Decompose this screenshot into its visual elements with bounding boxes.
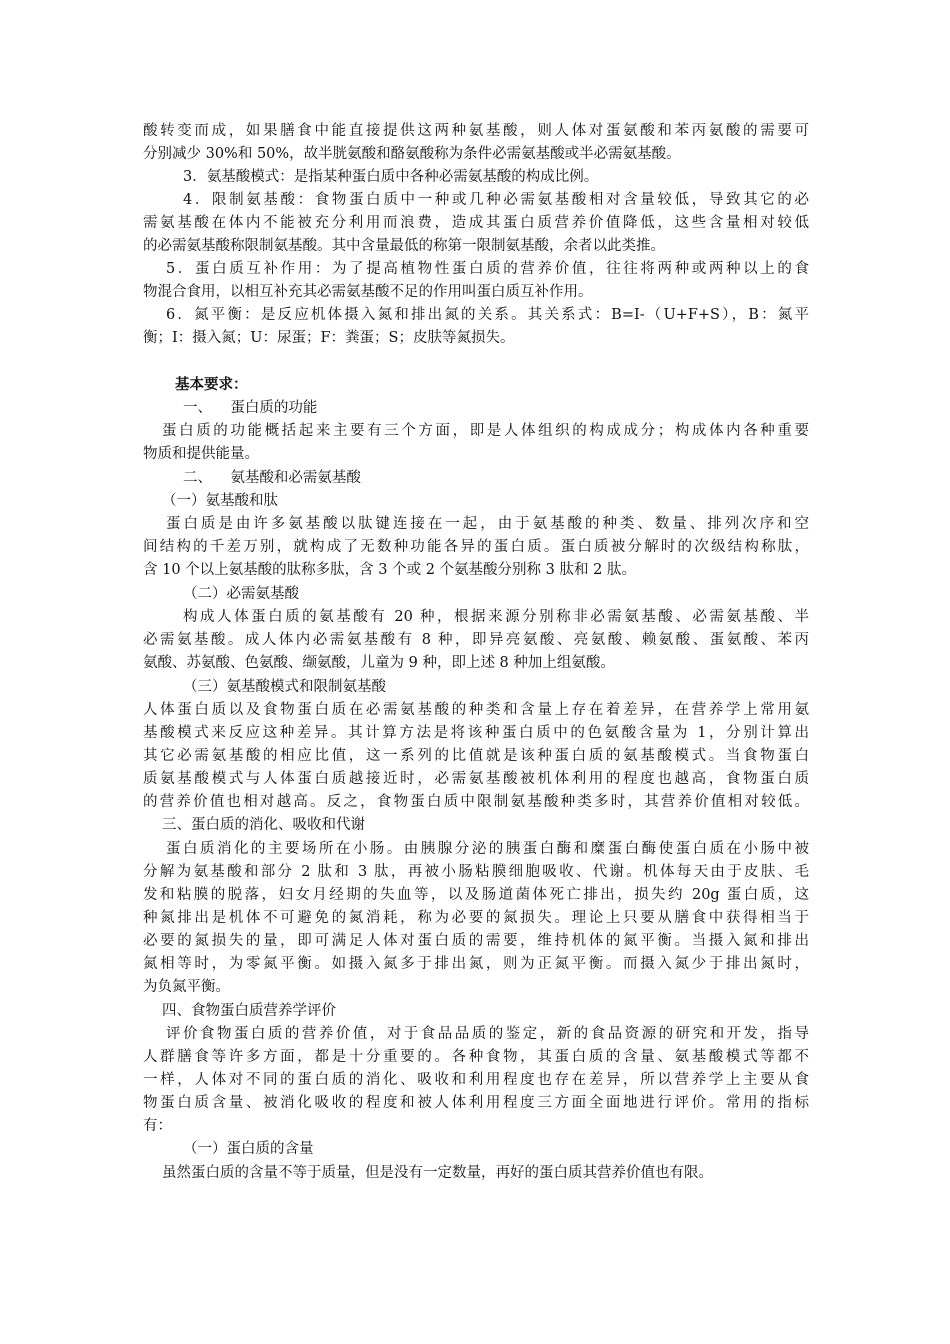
paragraph-line: 间结构的千差万别，就构成了无数种功能各异的蛋白质。蛋白质被分解时的次级结构称肽，	[143, 539, 809, 555]
section-heading-basic-requirements: 基本要求：	[175, 376, 248, 393]
paragraph-line: 种氮排出是机体不可避免的氮消耗，称为必要的氮损失。理论上只要从膳食中获得相当于	[143, 910, 809, 926]
paragraph-line: 虽然蛋白质的含量不等于质量，但是没有一定数量，再好的蛋白质其营养价值也有限。	[162, 1165, 713, 1181]
definition-item-4: 4．限制氨基酸：食物蛋白质中一种或几种必需氨基酸相对含量较低，导致其它的必	[183, 192, 809, 208]
paragraph-line: 物蛋白质含量、被消化吸收的程度和被人体利用程度三方面全面地进行评价。常用的指标	[143, 1095, 809, 1111]
paragraph-line: 衡；I：摄入氮；U：尿蛋；F：粪蛋；S；皮肤等氮损失。	[143, 330, 515, 346]
paragraph-line: 有：	[143, 1118, 172, 1134]
paragraph-line: 物混合食用，以相互补充其必需氨基酸不足的作用叫蛋白质互补作用。	[143, 284, 593, 300]
paragraph-line: 其它必需氨基酸的相应比值，这一系列的比值就是该种蛋白质的氨基酸模式。当食物蛋白	[143, 748, 809, 764]
paragraph-line: 为负氮平衡。	[143, 979, 230, 995]
paragraph-line: 物质和提供能量。	[143, 446, 259, 462]
paragraph-line: 酸转变而成，如果膳食中能直接提供这两种氨基酸，则人体对蛋氨酸和苯丙氨酸的需要可	[143, 123, 809, 139]
subheading-protein-content: （一）蛋白质的含量	[183, 1141, 314, 1157]
paragraph-line: 氨酸、苏氨酸、色氨酸、缬氨酸，儿童为 9 种，即上述 8 种加上组氨酸。	[143, 655, 615, 671]
paragraph-line: 蛋白质是由许多氨基酸以肽键连接在一起，由于氨基酸的种类、数量、排列次序和空	[166, 516, 809, 532]
paragraph-line: 人体蛋白质以及食物蛋白质在必需氨基酸的种类和含量上存在着差异，在营养学上常用氨	[143, 702, 809, 718]
paragraph-line: 必要的氮损失的量，即可满足人体对蛋白质的需要，维持机体的氮平衡。当摄入氮和排出	[143, 933, 809, 949]
subheading-essential-amino-acids: （二）必需氨基酸	[183, 586, 299, 602]
paragraph-line: 人群膳食等许多方面，都是十分重要的。各种食物，其蛋白质的含量、氨基酸模式等都不	[143, 1049, 809, 1065]
paragraph-line: 基酸模式来反应这种差异。其计算方法是将该种蛋白质中的色氨酸含量为 1，分别计算出	[143, 725, 809, 741]
paragraph-line: 必需氨基酸。成人体内必需氨基酸有 8 种，即异亮氨酸、亮氨酸、赖氨酸、蛋氨酸、苯丙	[143, 632, 809, 648]
paragraph-line: 发和粘膜的脱落，妇女月经期的失血等，以及肠道菌体死亡排出，损失约 20g 蛋白质，这	[143, 887, 809, 903]
heading-protein-function: 一、 蛋白质的功能	[183, 400, 318, 416]
paragraph-line: 构成人体蛋白质的氨基酸有 20 种，根据来源分别称非必需氨基酸、必需氨基酸、半	[183, 609, 809, 625]
paragraph-line: 蛋白质消化的主要场所在小肠。由胰腺分泌的胰蛋白酶和糜蛋白酶使蛋白质在小肠中被	[166, 841, 809, 857]
paragraph-line: 评价食物蛋白质的营养价值，对于食品品质的鉴定，新的食品资源的研究和开发，指导	[166, 1026, 809, 1042]
heading-digestion: 三、蛋白质的消化、吸收和代谢	[162, 817, 365, 833]
definition-item-3: 3．氨基酸模式：是指某种蛋白质中各种必需氨基酸的构成比例。	[183, 169, 599, 185]
paragraph-line: 的必需氨基酸称限制氨基酸。其中含量最低的称第一限制氨基酸，余者以此类推。	[143, 238, 665, 254]
definition-item-5: 5．蛋白质互补作用：为了提高植物性蛋白质的营养价值，往往将两种或两种以上的食	[166, 261, 809, 277]
subheading-amino-acids-peptides: （一）氨基酸和肽	[162, 493, 278, 509]
paragraph-line: 的营养价值也相对越高。反之，食物蛋白质中限制氨基酸种类多时，其营养价值相对较低。	[143, 794, 809, 810]
subheading-amino-acid-pattern: （三）氨基酸模式和限制氨基酸	[183, 679, 386, 695]
paragraph-line: 分别减少 30%和 50%，故半胱氨酸和酪氨酸称为条件必需氨基酸或半必需氨基酸。	[143, 146, 681, 162]
heading-evaluation: 四、食物蛋白质营养学评价	[162, 1003, 336, 1019]
paragraph-line: 氮相等时，为零氮平衡。如摄入氮多于排出氮，则为正氮平衡。而摄入氮少于排出氮时，	[143, 956, 809, 972]
heading-amino-acids: 二、 氨基酸和必需氨基酸	[183, 470, 361, 486]
paragraph-line: 蛋白质的功能概括起来主要有三个方面，即是人体组织的构成成分；构成体内各种重要	[162, 423, 809, 439]
paragraph-line: 一样，人体对不同的蛋白质的消化、吸收和利用程度也存在差异，所以营养学上主要从食	[143, 1072, 809, 1088]
paragraph-line: 需氨基酸在体内不能被充分利用而浪费，造成其蛋白质营养价值降低，这些含量相对较低	[143, 215, 809, 231]
paragraph-line: 含 10 个以上氨基酸的肽称多肽，含 3 个或 2 个氨基酸分别称 3 肽和 2 肽。	[143, 562, 636, 578]
paragraph-line: 质氨基酸模式与人体蛋白质越接近时，必需氨基酸被机体利用的程度也越高，食物蛋白质	[143, 771, 809, 787]
paragraph-line: 分解为氨基酸和部分 2 肽和 3 肽，再被小肠粘膜细胞吸收、代谢。机体每天由于皮肤、毛	[143, 864, 809, 880]
definition-item-6: 6．氮平衡：是反应机体摄入氮和排出氮的关系。其关系式：B=I-（U+F+S），B：氮平	[166, 307, 809, 323]
